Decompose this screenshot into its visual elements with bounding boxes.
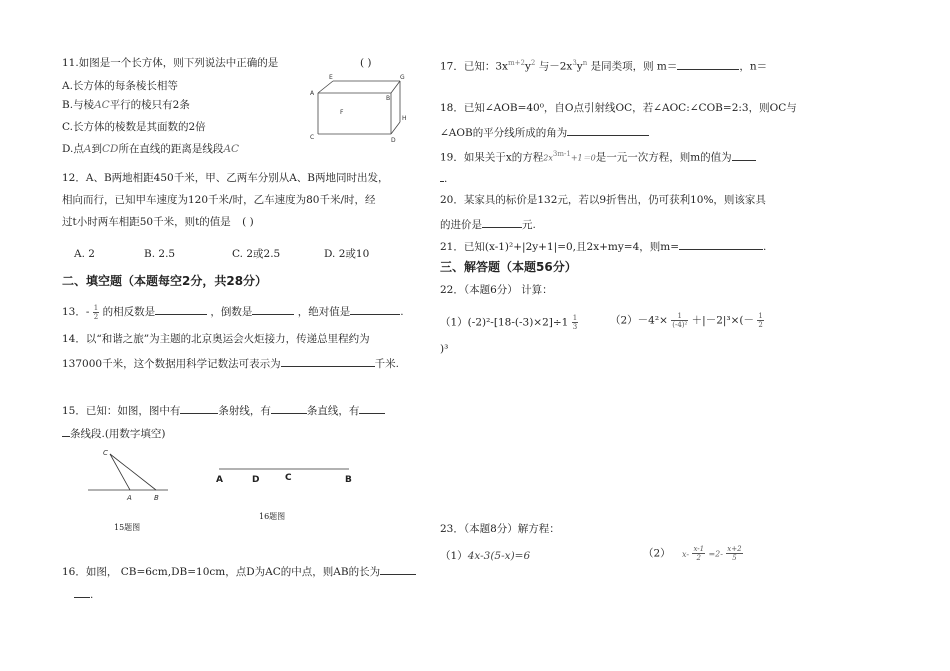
q12-option-b: B. 2.5 — [144, 248, 176, 260]
q22-part1: （1）(-2)²-[18-(-3)×2]÷1 $\frac{1}{3}$ — [440, 314, 578, 331]
cuboid-label-d: D — [391, 137, 396, 144]
q13-blank-3 — [350, 303, 400, 315]
q22-part2-tail: )³ — [440, 343, 449, 355]
q18-blank — [567, 124, 649, 136]
q15-blank-2 — [271, 402, 307, 414]
q18-line2: ∠AOB的平分线所成的角为 — [440, 124, 649, 140]
cuboid-label-f: F — [340, 109, 344, 116]
q23-part2: （2） x- $\frac{x-1}{2}$ =2- $\frac{x+2}{5}$ — [643, 545, 742, 562]
cuboid-figure — [307, 70, 417, 145]
fig15-label-a: A — [127, 494, 132, 502]
q12-option-c: C. 2或2.5 — [232, 248, 281, 260]
fig15-label-c: C — [103, 449, 108, 457]
q15-line2: 条线段.(用数字填空) — [62, 425, 166, 441]
figure-15-caption: 15题图 — [114, 523, 141, 532]
q11-option-c: C.长方体的棱数是其面数的2倍 — [62, 121, 206, 133]
q20-line1: 20．某家具的标价是132元，若以9折售出，仍可获利10%，则该家具 — [440, 194, 766, 206]
q14-blank — [281, 355, 375, 367]
cuboid-label-e: E — [329, 74, 333, 81]
q19-line1: 19．如果关于x的方程$2x^{3m-1}+1=0$是一元一次方程，则m的值为 — [440, 147, 756, 166]
q20-line2: 的进价是 元. — [440, 216, 536, 232]
q15-blank-1 — [180, 402, 218, 414]
q19-line2: . — [440, 170, 447, 186]
q16-blank — [380, 563, 416, 575]
q14-line2: 137000千米，这个数据用科学记数法可表示为 千米. — [62, 355, 399, 371]
cuboid-label-a: A — [310, 90, 315, 97]
q12-line3: 过t小时两车相距50千米，则t的值是 ( ) — [62, 216, 254, 228]
figure-16-caption: 16题图 — [259, 512, 286, 521]
section-3-heading: 三、解答题（本题56分） — [440, 260, 577, 274]
q11-option-b: B.与棱AC平行的棱只有2条 — [62, 99, 190, 111]
fig16-label-d: D — [252, 475, 260, 485]
q12-option-a: A. 2 — [74, 248, 95, 260]
q12-line2: 相向而行，已知甲车速度为120千米/时，乙车速度为80千米/时，经 — [62, 194, 376, 206]
figure-15 — [88, 445, 178, 505]
q12-line1: 12．A、B两地相距450千米，甲、乙两车分别从A、B两地同时出发， — [62, 172, 389, 184]
figure-16 — [212, 460, 362, 490]
q15-line1: 15．已知：如图，图中有 条射线，有 条直线，有 — [62, 402, 385, 418]
q18-line1: 18．已知∠AOB=40⁰，自O点引射线OC，若∠AOC:∠COB=2:3，则OC与 — [440, 102, 797, 114]
q13-fraction: $\frac{1}{2}$ — [93, 303, 99, 321]
cuboid-label-b: B — [386, 95, 391, 102]
q11-answer-bracket: ( ) — [360, 57, 372, 69]
cuboid-label-c: C — [310, 134, 315, 141]
cuboid-label-h: H — [402, 115, 407, 122]
q22-part2: （2）－4²× $\frac{1}{\text{(-4)²}}$ ＋|－2|³×(－ $\frac{1}{2}$ — [610, 312, 763, 329]
q16-line1: 16．如图， CB=6cm,DB=10cm，点D为AC的中点，则AB的长为 — [62, 563, 416, 579]
q14-line1: 14．以“和谐之旅”为主题的北京奥运会火炬接力，传递总里程约为 — [62, 333, 370, 345]
q13: 13．- $\frac{1}{2}$ 的相反数是 ，倒数是 ，绝对值是 . — [62, 303, 404, 321]
q11-stem: 11.如图是一个长方体，则下列说法中正确的是 ( ) — [62, 57, 372, 69]
q19-blank — [732, 149, 756, 161]
q13-blank-2 — [252, 303, 294, 315]
cuboid-label-g: G — [400, 74, 405, 81]
q11-option-d: D.点A到CD所在直线的距离是线段AC — [62, 143, 240, 155]
q16-blank-cont — [74, 586, 90, 598]
fig15-label-b: B — [154, 494, 159, 502]
q11-option-a: A.长方体的每条棱长相等 — [62, 80, 178, 92]
q15-blank-3 — [359, 402, 385, 414]
q17: 17．已知：$3x^{m+2}y^2$ 与$-2x^3y^n$ 是同类项，则 m＝ ，n＝ — [440, 59, 768, 73]
q16-line2: . — [74, 586, 93, 602]
q17-blank-m — [677, 58, 739, 70]
fig16-label-b: B — [345, 475, 352, 485]
q12-option-d: D. 2或10 — [324, 248, 370, 260]
q22-title: 22．（本题6分） 计算： — [440, 284, 553, 296]
fig16-label-c: C — [285, 473, 292, 483]
section-2-heading: 二、填空题（本题每空2分，共28分） — [62, 274, 268, 288]
q21-blank — [679, 238, 763, 250]
q20-blank — [482, 216, 522, 228]
q13-blank-1 — [155, 303, 207, 315]
q12-answer-bracket: ( ) — [242, 216, 254, 228]
q23-part1: （1）4x-3(5-x)=6 — [440, 550, 531, 562]
q21: 21．已知(x-1)²+|2y+1|=0,且2x+my=4，则m= . — [440, 238, 766, 254]
fig16-label-a: A — [216, 475, 223, 485]
q23-title: 23．（本题8分）解方程： — [440, 523, 560, 535]
q15-blank-3-cont — [62, 425, 70, 437]
